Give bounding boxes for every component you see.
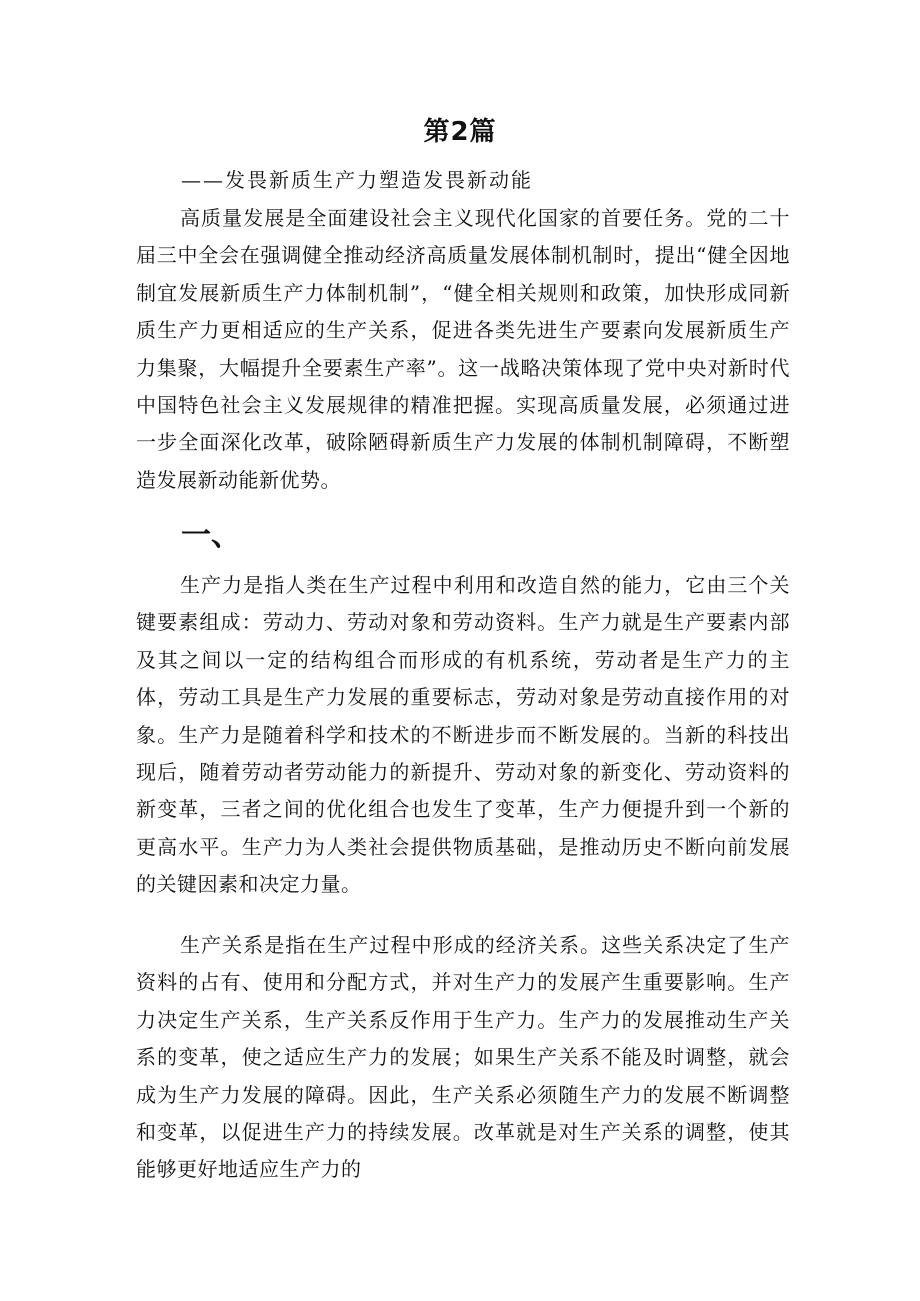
document-subtitle: ——发畏新质生产力塑造发畏新动能	[181, 168, 533, 192]
paragraph-intro: 高质量发展是全面建设社会主义现代化国家的首要任务。党的二十届三中全会在强调健全推动经济高质量发展体制机制时，提出“健全因地制宜发展新质生产力体制机制”，“健全相关规则和政策，加快形成同新质生产力更相适应的生产关系，促进各类先进生产要素向发展新质生产力集聚，大幅提升全要素生产率”。这一战略决策体现了党中央对新时代中国特色社会主义发展规律的精准把握。实现高质量发展，必须通过进一步全面深化改革，破除陋碍新质生产力发展的体制机制障碍，不断塑造发展新动能新优势。	[136, 206, 790, 492]
paragraph-productivity: 生产力是指人类在生产过程中利用和改造自然的能力，它由三个关键要素组成：劳动力、劳动对象和劳动资料。生产力就是生产要素内部及其之间以一定的结构组合而形成的有机系统，劳动者是生产力的主体，劳动工具是生产力发展的重要标志，劳动对象是劳动直接作用的对象。生产力是随着科学和技术的不断进步而不断发展的。当新的科技出现后，随着劳动者劳动能力的新提升、劳动对象的新变化、劳动资料的新变革，三者之间的优化组合也发生了变革，生产力便提升到一个新的更高水平。生产力为人类社会提供物质基础，是推动历史不断向前发展的关键因素和决定力量。	[136, 573, 790, 897]
section-heading: 一、	[181, 518, 241, 553]
paragraph-relations: 生产关系是指在生产过程中形成的经济关系。这些关系决定了生产资料的占有、使用和分配方式，并对生产力的发展产生重要影响。生产力决定生产关系，生产关系反作用于生产力。生产力的发展推动生产关系的变革，使之适应生产力的发展；如果生产关系不能及时调整，就会成为生产力发展的障碍。因此，生产关系必须随生产力的发展不断调整和变革，以促进生产力的持续发展。改革就是对生产关系的调整，使其能够更好地适应生产力的	[136, 933, 790, 1182]
document-title: 第2篇	[423, 117, 497, 147]
